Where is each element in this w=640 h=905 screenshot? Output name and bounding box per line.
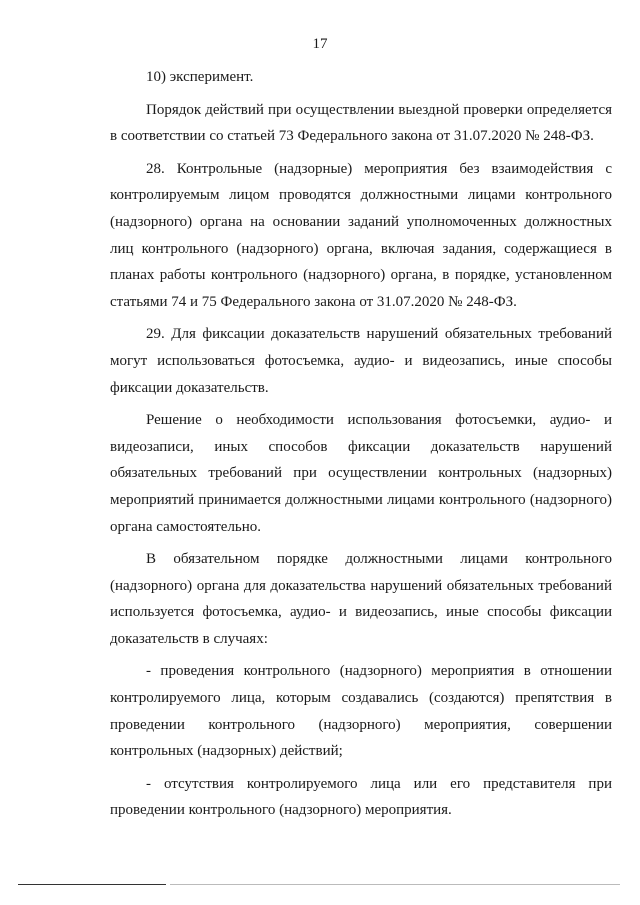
- paragraph-clause-28: 28. Контрольные (надзорные) мероприятия без взаимодействия с контролируемым лицом проводятся должностными лицами контрольного (надзорного) органа на основании заданий уполномоченных должностных лиц контрольного (надзорного) органа, включая задания, содержащиеся в планах работы контрольного (надзорного) органа, в порядке, установленном статьями 74 и 75 Федерального закона от 31.07.2020 № 248-ФЗ.: [110, 160, 612, 310]
- footer-divider-faint: [170, 884, 620, 885]
- paragraph-clause-29: 29. Для фиксации доказательств нарушений обязательных требований могут использоваться фотосъемка, аудио- и видеозапись, иные способы фиксации доказательств.: [110, 326, 612, 396]
- page-number: 17: [312, 36, 328, 52]
- footer-divider: [18, 884, 166, 885]
- document-body: [110, 64, 612, 830]
- list-item-obstruction-case: - проведения контрольного (надзорного) мероприятия в отношении контролируемого лица, которым создавались (создаются) препятствия в проведении контрольного (надзорного) мероприятия, совершении контрольных (надзорных) действий;: [110, 663, 612, 760]
- paragraph-item-10-experiment: 10) эксперимент.: [146, 69, 254, 85]
- list-item-absence-case: - отсутствия контролируемого лица или его представителя при проведении контрольного (надзорного) мероприятия.: [110, 775, 612, 819]
- paragraph-decision: Решение о необходимости использования фотосъемки, аудио- и видеозаписи, иных способов фиксации доказательств нарушений обязательных требований при осуществлении контрольных (надзорных) мероприятий принимается должностными лицами контрольного (надзорного) органа самостоятельно.: [110, 412, 612, 535]
- paragraph-inspection-procedure: Порядок действий при осуществлении выездной проверки определяется в соответствии со статьей 73 Федерального закона от 31.07.2020 № 248-ФЗ.: [110, 101, 612, 145]
- paragraph-mandatory-recording: В обязательном порядке должностными лицами контрольного (надзорного) органа для доказательства нарушений обязательных требований используется фотосъемка, аудио- и видеозапись, иные способы фиксации доказательств в случаях:: [110, 551, 612, 647]
